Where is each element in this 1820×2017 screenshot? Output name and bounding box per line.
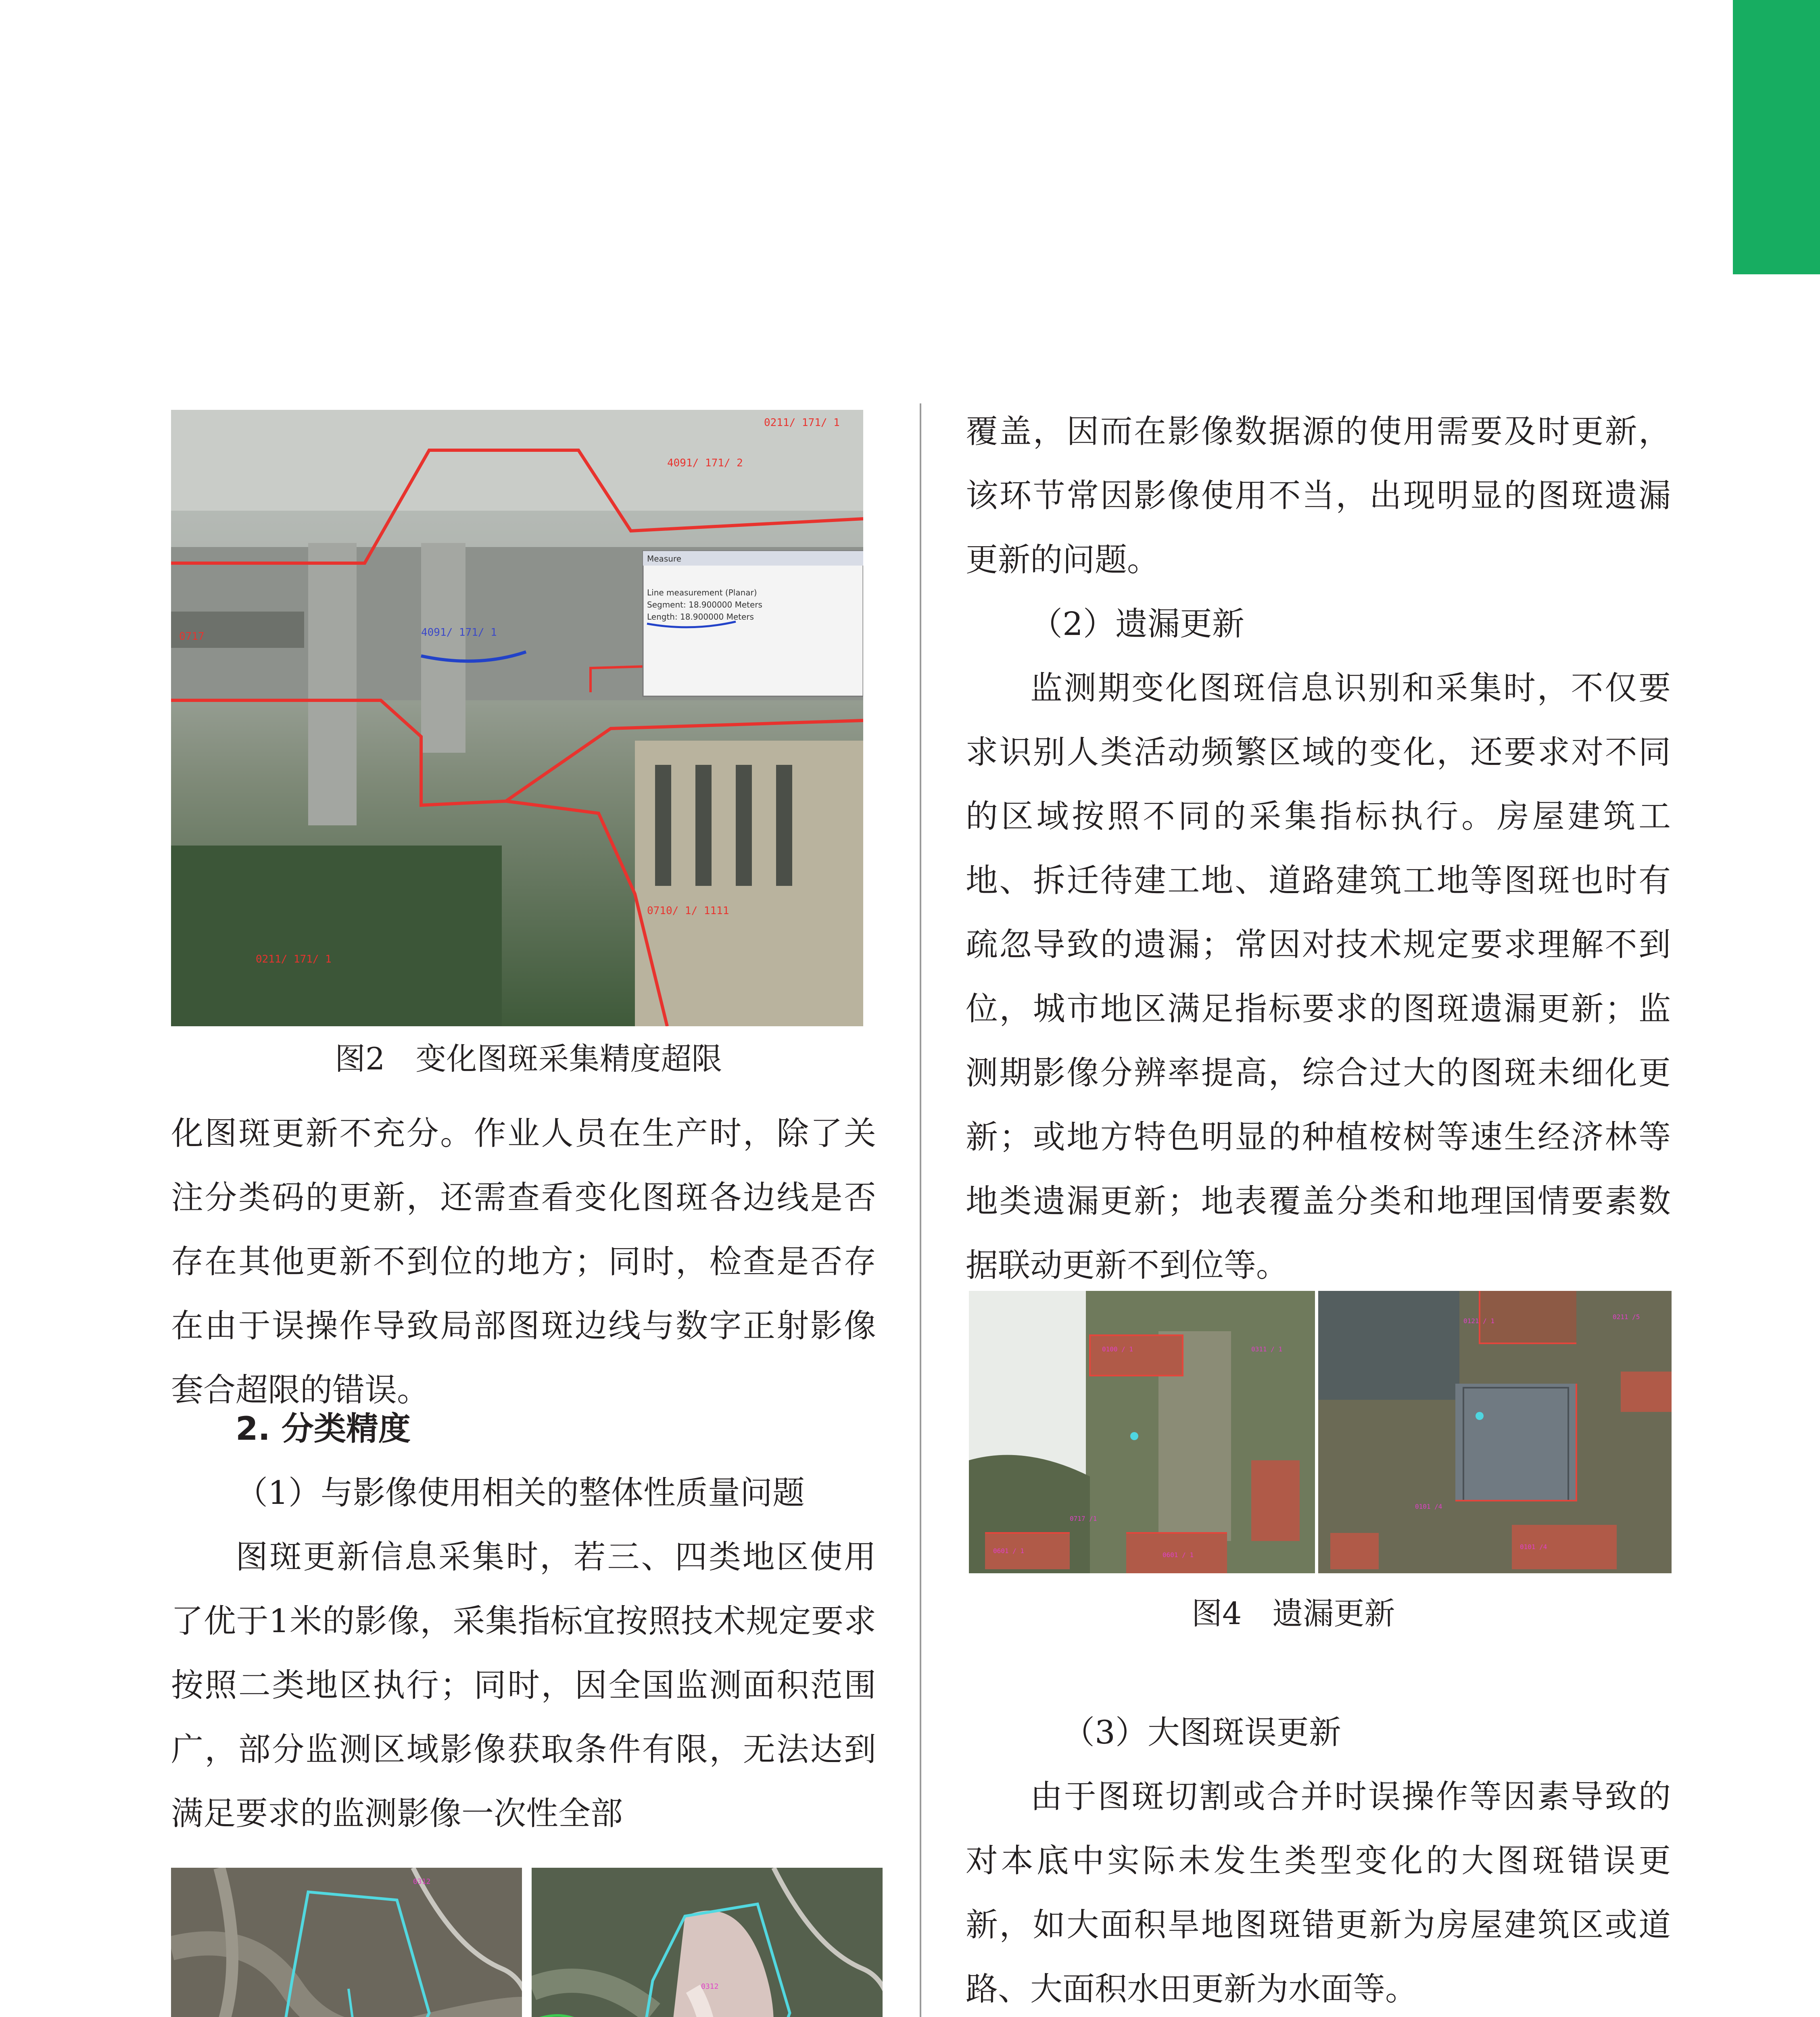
svg-text:Segment: 18.900000 Meters: Segment: 18.900000 Meters [647, 600, 762, 610]
figure-2-image [171, 410, 863, 1026]
figure-2-caption: 图2 变化图斑采集精度超限 [335, 1041, 722, 1077]
column-divider [920, 403, 921, 2017]
svg-text:4091/ 171/ 2: 4091/ 171/ 2 [667, 457, 743, 469]
left-paragraph-2: 图斑更新信息采集时，若三、四类地区使用了优于1米的影像，采集指标宜按照技术规定要求按照二类地区执行；同时，因全国监测面积范围广，部分监测区域影像获取条件有限，无法达到满足要求的监测影像一次性全部 [171, 1538, 876, 1832]
svg-text:0717: 0717 [179, 631, 205, 643]
svg-text:0601 / 1: 0601 / 1 [1163, 1551, 1194, 1559]
figure-4-image-right [1318, 1291, 1672, 1573]
svg-text:0101 /4: 0101 /4 [1520, 1543, 1547, 1551]
figure-4-image-left [969, 1291, 1315, 1573]
svg-text:0211/ 171/ 1: 0211/ 171/ 1 [256, 953, 332, 965]
svg-text:0100 / 1: 0100 / 1 [1102, 1345, 1133, 1353]
subheading-4 [1030, 2011, 1664, 2017]
left-paragraph-1: 化图斑更新不充分。作业人员在生产时，除了关注分类码的更新，还需查看变化图斑各边线是否存在其他更新不到位的地方；同时，检查是否存在由于误操作导致局部图斑边线与数字正射影像套合超限的错误。 [171, 1115, 876, 1409]
right-paragraph-2: 监测期变化图斑信息识别和采集时，不仅要求识别人类活动频繁区域的变化，还要求对不同的区域按照不同的采集指标执行。房屋建筑工地、拆迁待建工地、道路建筑工地等图斑也时有疏忽导致的遗漏；常因对技术规定要求理解不到位，城市地区满足指标要求的图斑遗漏更新；监测期影像分辨率提高，综合过大的图斑未细化更新；或地方特色明显的种植桉树等速生经济林等地类遗漏更新；地表覆盖分类和地理国情要素数据联动更新不到位等。 [966, 669, 1671, 1284]
svg-text:0717 /1: 0717 /1 [1070, 1515, 1097, 1522]
svg-text:4091/ 171/ 1: 4091/ 171/ 1 [421, 626, 497, 639]
svg-text:Line measurement (Planar): Line measurement (Planar) [647, 588, 757, 597]
svg-text:0710/ 1/ 1111: 0710/ 1/ 1111 [647, 905, 729, 917]
chapter-color-tab [1733, 0, 1820, 274]
right-paragraph-3: 由于图斑切割或合并时误操作等因素导致的对本底中实际未发生类型变化的大图斑错误更新，如大面积旱地图斑错更新为房屋建筑区或道路、大面积水田更新为水面等。 [966, 1778, 1671, 2008]
figure-3-image-right [532, 1868, 883, 2017]
subheading-3: （3）大图斑误更新 [1062, 1714, 1341, 1751]
svg-text:0121 / 1: 0121 / 1 [1463, 1317, 1495, 1325]
svg-text:0312: 0312 [413, 1877, 431, 1886]
subheading-2: （2）遗漏更新 [1030, 605, 1244, 643]
svg-text:0601 / 1: 0601 / 1 [993, 1547, 1025, 1555]
svg-text:0211/ 171/ 1: 0211/ 171/ 1 [764, 417, 840, 429]
svg-text:Measure: Measure [647, 554, 681, 564]
svg-text:0101 /4: 0101 /4 [1415, 1503, 1442, 1510]
svg-text:Length: 18.900000 Meters: Length: 18.900000 Meters [647, 612, 754, 622]
right-paragraph-1: 覆盖，因而在影像数据源的使用需要及时更新，该环节常因影像使用不当，出现明显的图斑遗漏更新的问题。 [966, 413, 1671, 578]
svg-text:0211 /5: 0211 /5 [1613, 1313, 1640, 1321]
section-heading-classification: 2. 分类精度 [236, 1410, 411, 1447]
subheading-1: （1）与影像使用相关的整体性质量问题 [236, 1474, 805, 1512]
figure-3-image-left [171, 1868, 522, 2017]
svg-text:0311 / 1: 0311 / 1 [1251, 1345, 1283, 1353]
figure-4-caption: 图4 遗漏更新 [1192, 1595, 1395, 1631]
svg-text:0312: 0312 [701, 1982, 719, 1991]
